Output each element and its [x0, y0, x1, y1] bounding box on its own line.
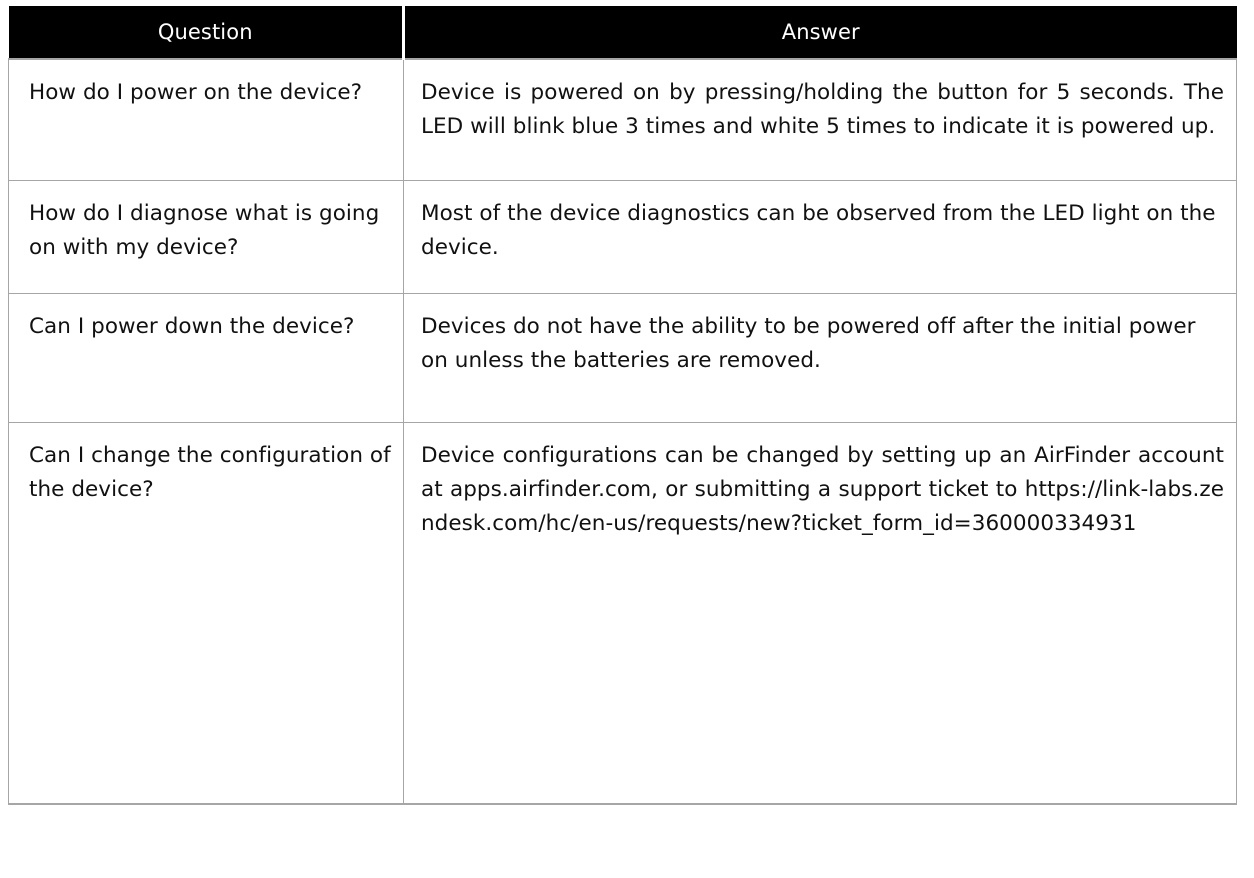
table-header [9, 6, 1237, 59]
question-cell [9, 59, 404, 181]
answer-cell [404, 181, 1237, 294]
column-header-answer: Answer [404, 6, 1237, 59]
table-row [9, 59, 1237, 181]
question-text: How do I diagnose what is going on with my device? [29, 201, 380, 260]
question-text: How do I power on the device? [29, 80, 363, 105]
table-body [9, 59, 1237, 804]
answer-cell [404, 59, 1237, 181]
answer-cell [404, 294, 1237, 423]
answer-text: Device configurations can be changed by setting up an AirFinder account at apps.airfinder.com, or submitting a support ticket to [421, 443, 1224, 502]
table-row [9, 423, 1237, 805]
question-cell [9, 423, 404, 805]
table-header-row [9, 6, 1237, 59]
question-text: Can I power down the device? [29, 314, 355, 339]
faq-table [8, 6, 1237, 805]
table-row [9, 181, 1237, 294]
answer-text: Most of the device diagnostics can be observed from the LED light on the device. [421, 201, 1216, 260]
answer-text: Device is powered on by pressing/holding the button for 5 seconds. The LED will blink blue 3 times and white 5 times to indicate it is powered up. [421, 80, 1224, 139]
question-cell [9, 181, 404, 294]
support-ticket-url: https://link-labs.zendesk.com/hc/en-us/requests/new?ticket_form_id=360000334931 [421, 477, 1224, 536]
column-header-question: Question [9, 6, 404, 59]
question-cell [9, 294, 404, 423]
table-row [9, 294, 1237, 423]
answer-text: Devices do not have the ability to be powered off after the initial power on unless the batteries are removed. [421, 314, 1196, 373]
answer-cell [404, 423, 1237, 805]
question-text: Can I change the configuration of the device? [29, 443, 391, 502]
